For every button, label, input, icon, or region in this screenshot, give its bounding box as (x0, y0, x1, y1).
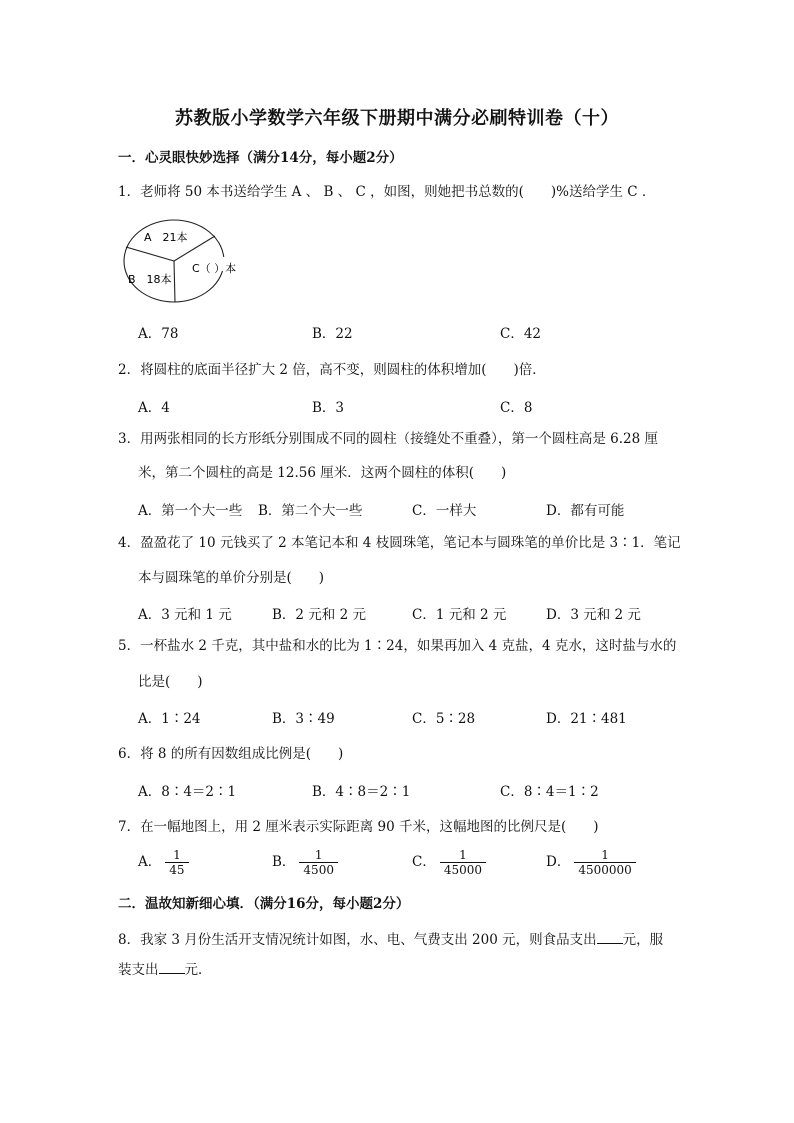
question-7-text: 7．在一幅地图上，用 2 厘米表示实际距离 90 千米，这幅地图的比例尺是( ) (118, 819, 599, 835)
question-3-text-line1: 3．用两张相同的长方形纸分别围成不同的圆柱（接缝处不重叠），第一个圆柱高是 6.28 厘 (118, 431, 658, 447)
fraction (299, 848, 338, 877)
numerator: 1 (601, 848, 609, 862)
denominator: 4500 (299, 862, 338, 877)
question-8-text-b: 元，服 (622, 932, 664, 948)
option-b[interactable]: B．3 (312, 400, 345, 416)
question-8-text-line1 (118, 928, 663, 948)
option-a[interactable]: A．4 (138, 400, 170, 416)
numerator: 1 (459, 848, 467, 862)
question-6-text: 6．将 8 的所有因数组成比例是( ) (118, 746, 344, 762)
question-1-text: 1．老师将 50 本书送给学生 A 、 B 、 C ，如图，则她把书总数的( )%送给学生 C ． (118, 184, 656, 200)
option-b[interactable] (272, 848, 338, 877)
option-a[interactable]: A．8∶4＝2∶1 (138, 784, 237, 800)
option-b[interactable]: B．22 (312, 326, 353, 342)
question-8-text-c: 装支出 (118, 962, 159, 978)
pie-label-a: A 21本 (144, 231, 188, 244)
option-a[interactable] (138, 848, 189, 877)
numerator: 1 (314, 848, 323, 862)
denominator: 45000 (440, 862, 486, 877)
question-8-text-a: 8．我家 3 月份生活开支情况统计如图，水、电、气费支出 200 元，则食品支出 (118, 932, 597, 948)
denominator: 4500000 (574, 862, 635, 877)
option-d[interactable]: D．21∶481 (546, 711, 627, 727)
option-d[interactable]: D．都有可能 (546, 503, 625, 519)
question-3-text-line2: 米，第二个圆柱的高是 12.56 厘米．这两个圆柱的体积( ) (138, 465, 507, 481)
page-title: 苏教版小学数学六年级下册期中满分必刷特训卷（十） (175, 108, 619, 129)
option-label: C． (412, 854, 436, 870)
option-label: B． (272, 854, 296, 870)
option-b[interactable]: B．3∶49 (272, 711, 335, 727)
option-label: D． (546, 854, 571, 870)
section-heading-1: 一．心灵眼快妙选择（满分14分，每小题2分） (118, 150, 403, 166)
pie-label-c: C（ ）本 (192, 262, 237, 275)
option-c[interactable]: C．8∶4＝1∶2 (500, 784, 599, 800)
denominator: 45 (165, 862, 188, 877)
option-c[interactable]: C．42 (500, 326, 542, 342)
option-d[interactable] (546, 848, 636, 877)
question-8-text-d: 元． (184, 962, 212, 978)
option-c[interactable]: C．8 (500, 400, 533, 416)
option-a[interactable]: A．3 元和 1 元 (138, 607, 232, 623)
option-a[interactable]: A．78 (138, 326, 179, 342)
option-a[interactable]: A．1∶24 (138, 711, 201, 727)
question-8-text-line2 (118, 958, 212, 978)
fraction (165, 848, 188, 877)
answer-blank-clothing[interactable] (159, 961, 185, 974)
option-c[interactable]: C．5∶28 (412, 711, 476, 727)
question-4-text-line1: 4．盈盈花了 10 元钱买了 2 本笔记本和 4 枝圆珠笔，笔记本与圆珠笔的单价比是 3∶1．笔记 (118, 535, 681, 551)
question-5-text-line1: 5．一杯盐水 2 千克，其中盐和水的比为 1∶24，如果再加入 4 克盐，4 克水，这时盐与水的 (118, 638, 677, 654)
pie-label-b: B 18本 (128, 273, 172, 286)
fraction (440, 848, 486, 877)
option-c[interactable]: C．一样大 (412, 503, 477, 519)
numerator: 1 (173, 848, 181, 862)
option-c[interactable] (412, 848, 486, 877)
section-heading-2: 二．温故知新细心填．（满分16分，每小题2分） (118, 896, 410, 912)
option-label: A． (138, 854, 162, 870)
option-b[interactable]: B．2 元和 2 元 (272, 607, 366, 623)
question-2-text: 2．将圆柱的底面半径扩大 2 倍，高不变，则圆柱的体积增加( )倍． (118, 362, 546, 378)
fraction (574, 848, 635, 877)
option-b[interactable]: B．第二个大一些 (258, 503, 363, 519)
option-d[interactable]: D．3 元和 2 元 (546, 607, 641, 623)
answer-blank-food[interactable] (597, 931, 623, 944)
option-b[interactable]: B．4∶8＝2∶1 (312, 784, 411, 800)
option-c[interactable]: C．1 元和 2 元 (412, 607, 507, 623)
question-5-text-line2: 比是( ) (138, 674, 203, 690)
pie-diagram (118, 215, 258, 307)
option-a[interactable]: A．第一个大一些 (138, 503, 243, 519)
question-4-text-line2: 本与圆珠笔的单价分别是( ) (138, 570, 325, 586)
